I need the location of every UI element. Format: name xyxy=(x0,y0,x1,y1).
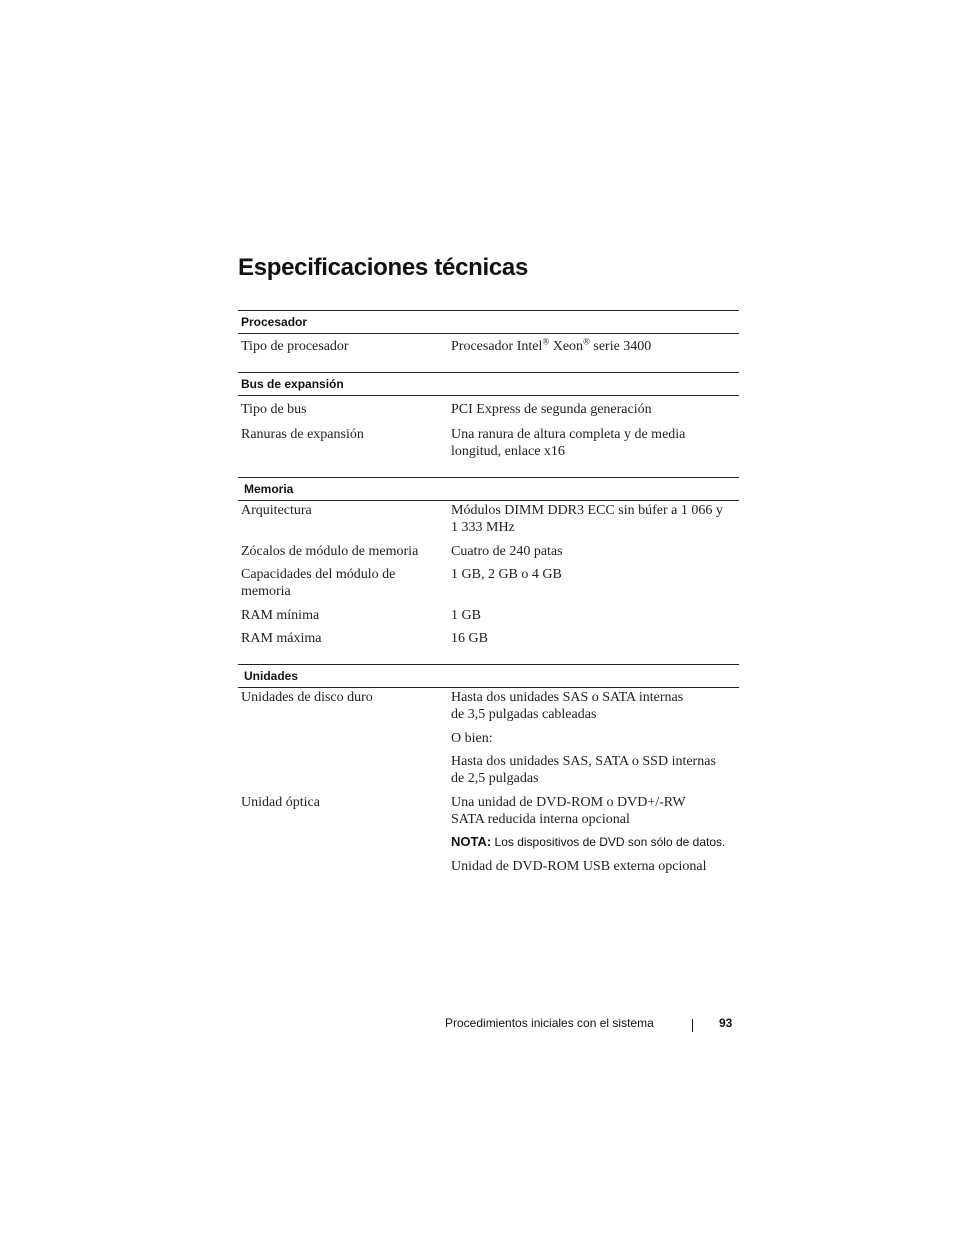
spec-label-unidad-optica: Unidad óptica xyxy=(241,795,320,810)
section-header-unidades xyxy=(238,664,739,688)
section-title: Bus de expansión xyxy=(241,377,344,391)
section-header-memoria xyxy=(238,477,739,501)
spec-value-capacidades: 1 GB, 2 GB o 4 GB xyxy=(451,567,562,582)
page-title: Especificaciones técnicas xyxy=(238,254,528,281)
spec-value-unidad-optica: Una unidad de DVD-ROM o DVD+/-RW SATA reducida interna opcional xyxy=(451,795,686,827)
spec-value-discos-35: Hasta dos unidades SAS o SATA internas de 3,5 pulgadas cableadas xyxy=(451,690,684,722)
spec-label-tipo-procesador: Tipo de procesador xyxy=(241,339,349,354)
section-header-bus xyxy=(238,372,739,396)
spec-label-discos: Unidades de disco duro xyxy=(241,690,373,705)
section-header-procesador xyxy=(238,310,739,334)
spec-value-discos-25: Hasta dos unidades SAS, SATA o SSD internas de 2,5 pulgadas xyxy=(451,754,716,786)
note-text: Los dispositivos de DVD son sólo de datos. xyxy=(491,835,726,849)
registered-mark: ® xyxy=(583,336,590,347)
section-title: Procesador xyxy=(241,315,308,329)
spec-value-zocalos: Cuatro de 240 patas xyxy=(451,544,563,559)
spec-value-discos-alt: O bien: xyxy=(451,731,493,746)
registered-mark: ® xyxy=(542,336,550,347)
page-number: 93 xyxy=(719,1016,733,1030)
spec-value-ram-maxima: 16 GB xyxy=(451,631,488,646)
spec-value-tipo-procesador: Procesador Intel® Xeon® serie 3400 xyxy=(451,336,652,354)
footer-chapter-title: Procedimientos iniciales con el sistema xyxy=(445,1016,654,1030)
spec-label-ram-maxima: RAM máxima xyxy=(241,631,322,646)
spec-value-ram-minima: 1 GB xyxy=(451,608,481,623)
footer-separator xyxy=(692,1019,693,1032)
spec-value-ranuras: Una ranura de altura completa y de media longitud, enlace x16 xyxy=(451,427,686,459)
spec-label-ranuras: Ranuras de expansión xyxy=(241,427,364,442)
spec-value-arquitectura: Módulos DIMM DDR3 ECC sin búfer a 1 066 y 1 333 MHz xyxy=(451,503,723,535)
spec-label-tipo-bus: Tipo de bus xyxy=(241,402,307,417)
spec-label-capacidades: Capacidades del módulo de memoria xyxy=(241,567,396,599)
note-label: NOTA: xyxy=(451,834,492,849)
note-dvd xyxy=(451,833,751,851)
spec-value-dvd-usb: Unidad de DVD-ROM USB externa opcional xyxy=(451,859,707,874)
section-title: Unidades xyxy=(244,669,299,683)
spec-label-ram-minima: RAM mínima xyxy=(241,608,320,623)
spec-label-arquitectura: Arquitectura xyxy=(241,503,312,518)
section-title: Memoria xyxy=(244,482,294,496)
spec-value-tipo-bus: PCI Express de segunda generación xyxy=(451,402,652,417)
spec-label-zocalos: Zócalos de módulo de memoria xyxy=(241,544,419,559)
